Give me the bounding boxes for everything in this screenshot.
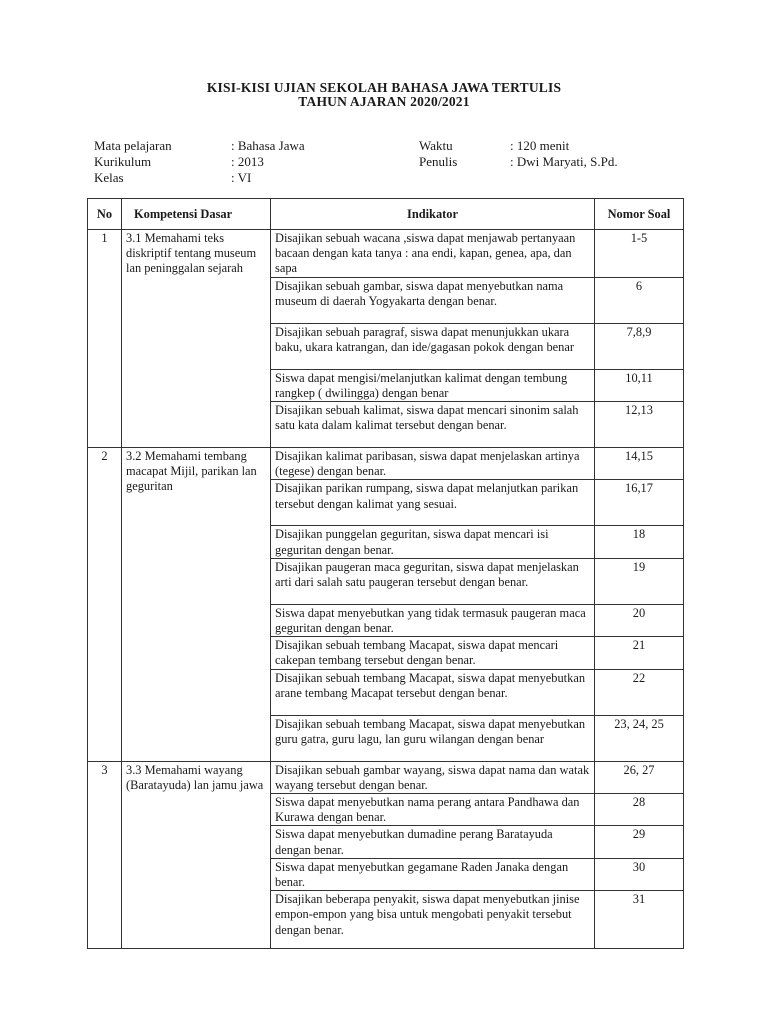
row-number: 2 bbox=[88, 448, 122, 762]
indikator: Disajikan punggelan geguritan, siswa dapat mencari isi geguritan dengan benar. bbox=[271, 526, 595, 558]
header-kompetensi-dasar: Kompetensi Dasar bbox=[122, 199, 271, 230]
table-row bbox=[88, 761, 684, 793]
kompetensi-dasar: 3.1 Memahami teks diskriptif tentang museum lan peninggalan sejarah bbox=[122, 230, 271, 448]
meta-row-kurikulum bbox=[94, 154, 305, 170]
nomor-soal: 20 bbox=[595, 604, 684, 636]
meta-label: Mata pelajaran bbox=[94, 138, 172, 153]
meta-right bbox=[419, 138, 618, 170]
meta-left bbox=[94, 138, 305, 186]
indikator: Disajikan sebuah wacana ,siswa dapat menjawab pertanyaan bacaan dengan kata tanya : ana endi, kapan, genea, apa, dan sapa bbox=[271, 230, 595, 278]
meta-value: : 2013 bbox=[231, 154, 264, 169]
meta-row-mata-pelajaran bbox=[94, 138, 305, 154]
table-row bbox=[88, 448, 684, 480]
meta-row-kelas bbox=[94, 170, 305, 186]
indikator: Siswa dapat menyebutkan yang tidak termasuk paugeran maca geguritan dengan benar. bbox=[271, 604, 595, 636]
meta-label: Kelas bbox=[94, 170, 124, 185]
meta-row-penulis bbox=[419, 154, 618, 170]
kisi-kisi-table bbox=[87, 198, 684, 949]
nomor-soal: 28 bbox=[595, 794, 684, 826]
indikator: Disajikan sebuah gambar wayang, siswa dapat nama dan watak wayang tersebut dengan benar. bbox=[271, 761, 595, 793]
row-number: 1 bbox=[88, 230, 122, 448]
nomor-soal: 6 bbox=[595, 277, 684, 323]
nomor-soal: 21 bbox=[595, 637, 684, 669]
indikator: Disajikan beberapa penyakit, siswa dapat menyebutkan jinise empon-empon yang bisa untuk mengobati penyakit tersebut dengan benar. bbox=[271, 891, 595, 949]
nomor-soal: 19 bbox=[595, 558, 684, 604]
indikator: Disajikan paugeran maca geguritan, siswa dapat menjelaskan arti dari salah satu paugeran tersebut dengan benar. bbox=[271, 558, 595, 604]
nomor-soal: 31 bbox=[595, 891, 684, 949]
nomor-soal: 26, 27 bbox=[595, 761, 684, 793]
nomor-soal: 23, 24, 25 bbox=[595, 715, 684, 761]
nomor-soal: 1-5 bbox=[595, 230, 684, 278]
indikator: Disajikan kalimat paribasan, siswa dapat menjelaskan artinya (tegese) dengan benar. bbox=[271, 448, 595, 480]
indikator: Disajikan sebuah tembang Macapat, siswa dapat menyebutkan guru gatra, guru lagu, lan guru wilangan dengan benar bbox=[271, 715, 595, 761]
meta-row-waktu bbox=[419, 138, 618, 154]
indikator: Siswa dapat menyebutkan dumadine perang Baratayuda dengan benar. bbox=[271, 826, 595, 858]
indikator: Disajikan parikan rumpang, siswa dapat melanjutkan parikan tersebut dengan kalimat yang sesuai. bbox=[271, 480, 595, 526]
nomor-soal: 10,11 bbox=[595, 369, 684, 401]
meta-label: Penulis bbox=[419, 154, 458, 169]
row-number: 3 bbox=[88, 761, 122, 949]
kompetensi-dasar: 3.2 Memahami tembang macapat Mijil, parikan lan geguritan bbox=[122, 448, 271, 762]
nomor-soal: 30 bbox=[595, 858, 684, 890]
kompetensi-dasar: 3.3 Memahami wayang (Baratayuda) lan jamu jawa bbox=[122, 761, 271, 949]
indikator: Disajikan sebuah paragraf, siswa dapat menunjukkan ukara baku, ukara katrangan, dan ide/gagasan pokok dengan benar bbox=[271, 323, 595, 369]
nomor-soal: 14,15 bbox=[595, 448, 684, 480]
nomor-soal: 29 bbox=[595, 826, 684, 858]
nomor-soal: 16,17 bbox=[595, 480, 684, 526]
header-no: No bbox=[88, 199, 122, 230]
indikator: Disajikan sebuah kalimat, siswa dapat mencari sinonim salah satu kata dalam kalimat tersebut dengan benar. bbox=[271, 402, 595, 448]
nomor-soal: 18 bbox=[595, 526, 684, 558]
meta-label: Waktu bbox=[419, 138, 453, 153]
indikator: Disajikan sebuah gambar, siswa dapat menyebutkan nama museum di daerah Yogyakarta dengan benar. bbox=[271, 277, 595, 323]
nomor-soal: 22 bbox=[595, 669, 684, 715]
meta-value: : VI bbox=[231, 170, 252, 185]
indikator: Disajikan sebuah tembang Macapat, siswa dapat menyebutkan arane tembang Macapat tersebut dengan benar. bbox=[271, 669, 595, 715]
indikator: Siswa dapat mengisi/melanjutkan kalimat dengan tembung rangkep ( dwilingga) dengan benar bbox=[271, 369, 595, 401]
header-indikator: Indikator bbox=[271, 199, 595, 230]
indikator: Disajikan sebuah tembang Macapat, siswa dapat mencari cakepan tembang tersebut dengan benar. bbox=[271, 637, 595, 669]
nomor-soal: 7,8,9 bbox=[595, 323, 684, 369]
indikator: Siswa dapat menyebutkan gegamane Raden Janaka dengan benar. bbox=[271, 858, 595, 890]
meta-value: : Dwi Maryati, S.Pd. bbox=[510, 154, 618, 169]
nomor-soal: 12,13 bbox=[595, 402, 684, 448]
meta-value: : 120 menit bbox=[510, 138, 570, 153]
meta-label: Kurikulum bbox=[94, 154, 152, 169]
title-line-1: KISI-KISI UJIAN SEKOLAH BAHASA JAWA TERTULIS bbox=[206, 80, 562, 95]
title-line-2: TAHUN AJARAN 2020/2021 bbox=[298, 94, 470, 109]
indikator: Siswa dapat menyebutkan nama perang antara Pandhawa dan Kurawa dengan benar. bbox=[271, 794, 595, 826]
meta-value: : Bahasa Jawa bbox=[231, 138, 305, 153]
header-nomor-soal: Nomor Soal bbox=[595, 199, 684, 230]
table-header-row bbox=[88, 199, 684, 230]
table-row bbox=[88, 230, 684, 278]
